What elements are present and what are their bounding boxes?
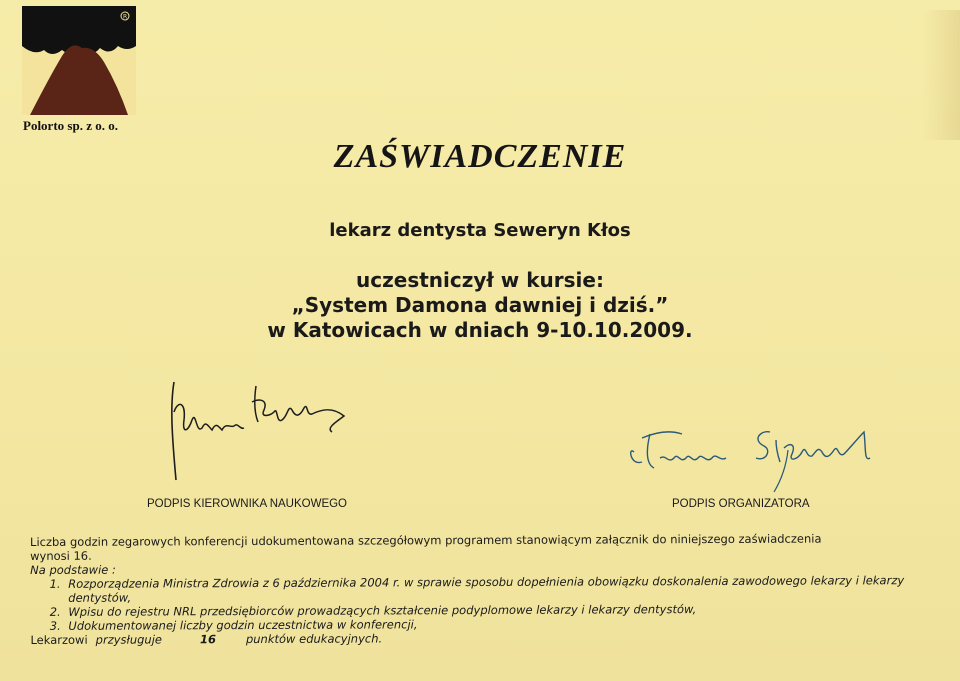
signature-organizer [620,418,890,502]
hours-statement: Liczba godzin zegarowych konferencji udokumentowana szczegółowym programem stanowiącym załącznik do niniejszego zaświadczenia [30,531,822,549]
company-name: Polorto sp. z o. o. [23,118,118,133]
points-prefix-verb: przysługuje [95,632,162,647]
scientific-head-signature-label: PODPIS KIEROWNIKA NAUKOWEGO [147,498,348,510]
hours-statement-cont: wynosi 16. [30,548,92,563]
edge-shadow [922,10,960,140]
tree-logo-icon [22,6,136,115]
signature-scientific-head [160,376,360,490]
basis-list [30,573,940,633]
organizer-signature-label: PODPIS ORGANIZATORA [672,498,810,510]
course-line: w Katowicach w dniach 9-10.10.2009. [267,318,693,342]
course-line: uczestniczył w kursie: [356,268,604,292]
points-prefix: Lekarzowi [30,632,88,647]
company-logo [22,6,136,115]
basis-label: Na podstawie : [30,562,116,577]
basis-item: 1. Rozporządzenia Ministra Zdrowia z 6 października 2004 r. w sprawie sposobu dopełnienia obowiązku doskonalenia zawodowego lekarzy i lekarzy dentystów, [64,573,940,605]
basis-item: 2. Wpisu do rejestru NRL przedsiębiorców prowadzących kształcenie podyplomowe lekarzy i lekarzy dentystów, [64,601,940,619]
education-points-value: 16 [199,632,216,647]
recipient-name: lekarz dentysta Seweryn Kłos [329,220,631,241]
basis-item: 3. Udokumentowanej liczby godzin uczestnictwa w konferencji, [64,615,940,633]
certificate-footer [30,531,940,647]
points-suffix: punktów edukacyjnych. [245,631,383,647]
course-details [0,268,960,343]
svg-text:R: R [123,13,128,21]
course-line: „System Damona dawniej i dziś.” [291,293,669,317]
certificate-title: ZAŚWIADCZENIE [333,138,627,175]
